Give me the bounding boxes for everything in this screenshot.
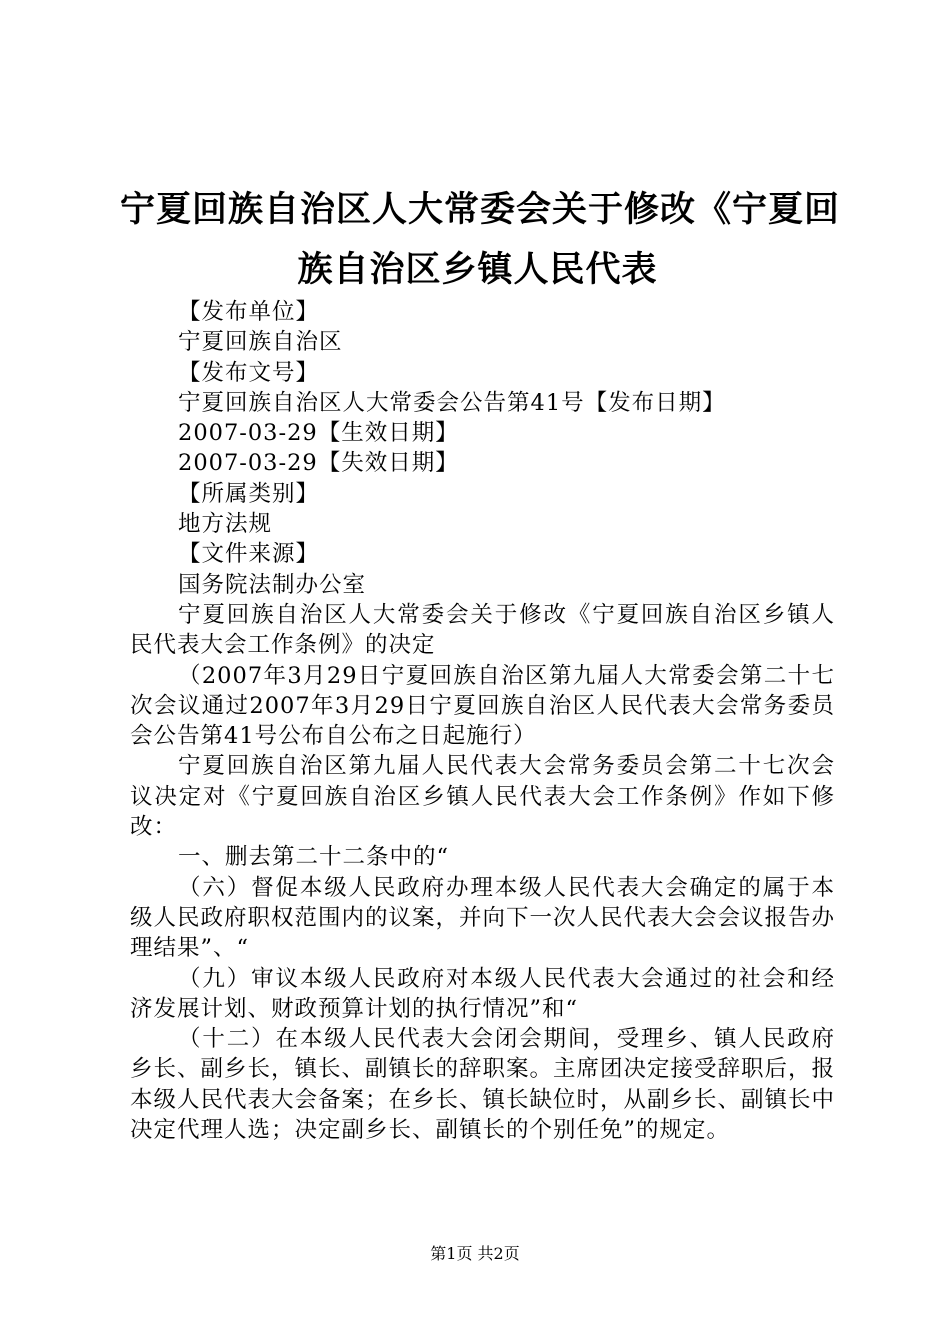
title-line-1: 宁夏回族自治区人大常委会关于修改《宁夏回 xyxy=(120,190,841,230)
document-body xyxy=(130,297,835,1145)
page-number: 第1页 共2页 xyxy=(430,1244,520,1263)
document-title xyxy=(120,180,841,300)
paragraph-item-6: （六）督促本级人民政府办理本级人民代表大会确定的属于本级人民政府职权范围内的议案，并向下一次人民代表大会会议报告办理结果”、“ xyxy=(130,874,836,962)
title-line-2: 族自治区乡镇人民代表 xyxy=(297,250,658,290)
paragraph-decision-intro: 宁夏回族自治区第九届人民代表大会常务委员会第二十七次会议决定对《宁夏回族自治区乡镇人民代表大会工作条例》作如下修改： xyxy=(130,753,835,841)
paragraph-item-9: （九）审议本级人民政府对本级人民代表大会通过的社会和经济发展计划、财政预算计划的执行情况”和“ xyxy=(130,965,835,1022)
meta-value-doc-number: 宁夏回族自治区人大常委会公告第41号【发布日期】 xyxy=(178,389,726,416)
page-footer xyxy=(0,1243,950,1265)
meta-value-publish-date: 2007-03-29【生效日期】 xyxy=(178,420,459,447)
meta-value-source: 国务院法制办公室 xyxy=(178,571,367,598)
paragraph-decision-title: 宁夏回族自治区人大常委会关于修改《宁夏回族自治区乡镇人民代表大会工作条例》的决定 xyxy=(130,601,835,659)
paragraph-item-12: （十二）在本级人民代表大会闭会期间，受理乡、镇人民政府乡长、副乡长，镇长、副镇长的辞职案。主席团决定接受辞职后，报本级人民代表大会备案；在乡长、镇长缺位时，从副乡长、副镇长中决定代理人选；决定副乡长、副镇长的个别任免”的规定。 xyxy=(130,1026,836,1144)
meta-value-publisher: 宁夏回族自治区 xyxy=(178,329,343,356)
paragraph-amendment-1: 一、删去第二十二条中的“ xyxy=(178,844,450,871)
meta-value-effective-date: 2007-03-29【失效日期】 xyxy=(178,450,459,477)
meta-label-doc-number: 【发布文号】 xyxy=(178,359,320,386)
meta-label-source: 【文件来源】 xyxy=(178,541,320,568)
meta-label-publisher: 【发布单位】 xyxy=(178,299,320,325)
paragraph-adoption-note: （2007年3月29日宁夏回族自治区第九届人大常委会第二十七次会议通过2007年3月29日宁夏回族自治区人民代表大会常务委员会公告第41号公布自公布之日起施行） xyxy=(130,662,835,750)
meta-label-category: 【所属类别】 xyxy=(178,480,320,507)
meta-value-category: 地方法规 xyxy=(178,511,273,538)
